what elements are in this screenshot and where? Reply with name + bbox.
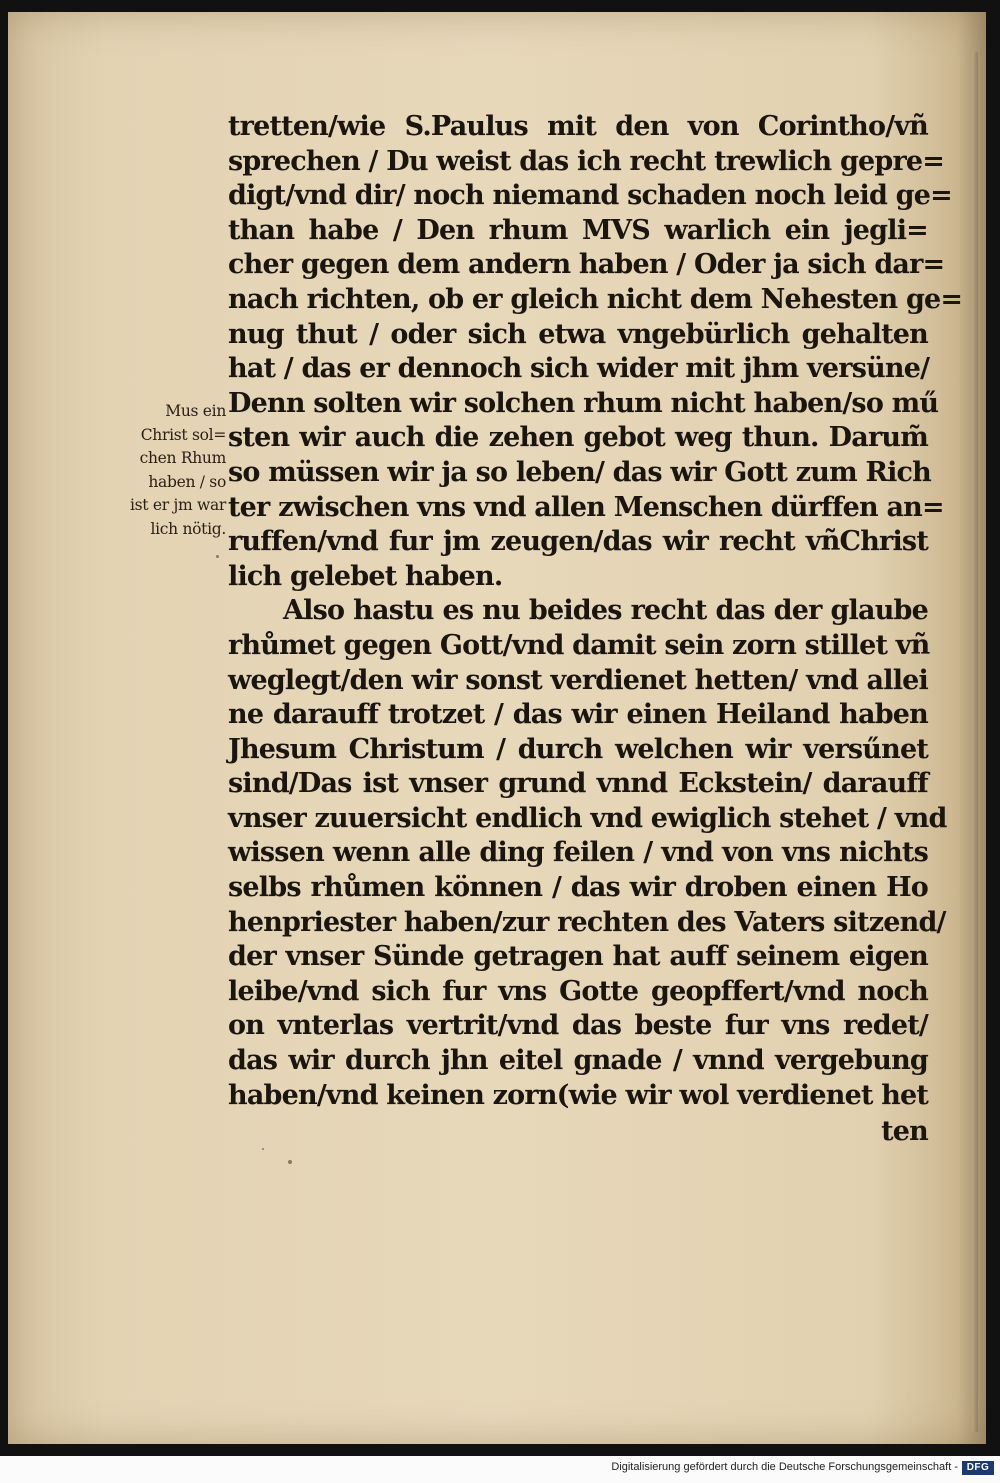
- text-line: so müssen wir ja so leben/ das wir Gott zum Rich: [228, 456, 932, 488]
- text-line: der vnser Sünde getragen hat auff seinem eigen: [228, 941, 928, 973]
- text-line: sind/Das ist vnser grund vnnd Eckstein/ darauff: [228, 768, 928, 800]
- text-line: sprechen / Du weist das ich recht trewlich gepre=: [228, 145, 945, 177]
- text-line: Jhesum Christum / durch welchen wir versűnet: [228, 733, 928, 765]
- text-line: ter zwischen vns vnd allen Menschen dürffen an=: [228, 491, 944, 523]
- paragraph-start-line: Also hastu es nu beides recht das der glaube: [283, 595, 928, 627]
- marginal-note-line: lich nötig.: [150, 519, 226, 538]
- text-line: digt/vnd dir/ noch niemand schaden noch leid ge=: [228, 180, 952, 212]
- text-line: Denn solten wir solchen rhum nicht haben/so mű: [228, 387, 939, 419]
- text-line: hat / das er dennoch sich wider mit jhm versüne/: [228, 353, 930, 385]
- dfg-logo: DFG: [962, 1461, 994, 1475]
- marginal-note-line: Christ sol=: [140, 425, 226, 444]
- text-line: cher gegen dem andern haben / Oder ja sich dar=: [228, 249, 945, 281]
- text-line: weglegt/den wir sonst verdienet hetten/ vnd allei: [228, 664, 928, 696]
- text-line: sten wir auch die zehen gebot weg thun. Darum̃: [228, 422, 928, 454]
- text-line: on vnterlas vertrit/vnd das beste fur vns redet/: [228, 1010, 928, 1042]
- text-line: das wir durch jhn eitel gnade / vnnd vergebung: [228, 1045, 928, 1077]
- marginal-note-line: ist er jm war: [129, 496, 226, 514]
- text-line: vnser zuuersicht endlich vnd ewiglich stehet / vnd: [228, 802, 947, 834]
- marginal-note-line: haben / so: [148, 472, 226, 491]
- text-line: selbs rhůmen können / das wir droben einen Ho: [228, 872, 928, 904]
- footer-bar: [0, 1456, 1000, 1483]
- text-line: nach richten, ob er gleich nicht dem Nehesten ge=: [228, 283, 963, 315]
- text-line: than habe / Den rhum MVS warlich ein jegli=: [228, 214, 928, 246]
- marginal-note-line: Mus ein: [165, 402, 226, 420]
- main-text-block: [228, 110, 963, 1150]
- text-line: wissen wenn alle ding feilen / vnd von vns nichts: [228, 837, 928, 869]
- text-line: ruffen/vnd fur jm zeugen/das wir recht vñChrist: [228, 526, 928, 558]
- paper-speck: [216, 555, 219, 558]
- text-line: leibe/vnd sich fur vns Gotte geopffert/vnd noch: [228, 975, 928, 1007]
- text-line: rhůmet gegen Gott/vnd damit sein zorn stillet vñ: [228, 629, 930, 661]
- text-line: ne darauff trotzet / das wir einen Heiland haben: [228, 699, 928, 731]
- marginal-note: [96, 400, 226, 541]
- marginal-note-line: chen Rhum: [139, 449, 226, 467]
- paper-speck: [288, 1160, 292, 1164]
- page-edge-shadow: [972, 52, 978, 1432]
- text-line: lich gelebet haben.: [228, 560, 503, 592]
- catchword: ten: [881, 1116, 928, 1148]
- text-line: henpriester haben/zur rechten des Vaters sitzend/: [228, 906, 946, 938]
- text-line: haben/vnd keinen zorn(wie wir wol verdienet het: [228, 1079, 929, 1111]
- text-line: nug thut / oder sich etwa vngebürlich gehalten: [228, 318, 928, 350]
- paper-speck: [262, 1148, 264, 1150]
- funding-notice: Digitalisierung gefördert durch die Deutsche Forschungsgemeinschaft -: [611, 1461, 958, 1473]
- text-line: tretten/wie S.Paulus mit den von Corintho/vñ: [228, 111, 928, 142]
